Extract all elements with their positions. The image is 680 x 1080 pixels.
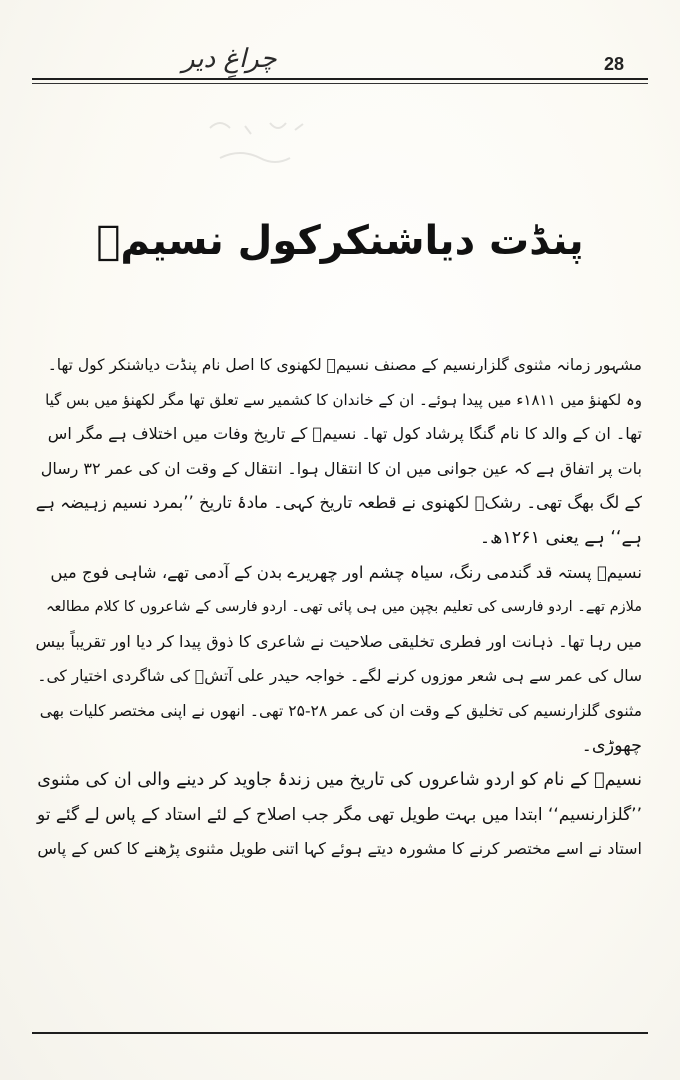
text-line: مشہور زمانہ مثنوی گلزارنسیم کے مصنف نسیمؔ لکھنوی کا اصل نام پنڈت دیاشنکر کول تھا۔ [47,356,642,374]
page-number: 28 [603,54,624,74]
chapter-title: پنڈت دیاشنکرکول نسیمؔ [96,218,584,264]
text-line: نسیمؔ کے نام کو اردو شاعروں کی تاریخ میں زندۂ جاوید کر دینے والی ان کی مثنوی [37,770,642,791]
text-line: بات پر اتفاق ہے کہ عین جوانی میں ان کا انتقال ہوا۔ انتقال کے وقت ان کی عمر ۳۲ رسال [40,458,642,478]
text-line: نسیمؔ پستہ قد گندمی رنگ، سیاہ چشم اور چھریرے بدن کے آدمی تھے، شاہی فوج میں [50,562,642,582]
text-line: کے لگ بھگ تھی۔ رشکؔ لکھنوی نے قطعہ تاریخ کہی۔ مادۂ تاریخ ’’بمرد نسیم زہیضہ ہے [35,493,642,513]
text-line: میں رہا تھا۔ ذہانت اور فطری تخلیقی صلاحیت نے شاعری کا ذوق پیدا کر دیا اور تقریباً بیس [35,631,642,651]
text-line: مثنوی گلزارنسیم کی تخلیق کے وقت ان کی عمر ۲۸-۲۵ تھی۔ انھوں نے اپنی مختصر کلیات بھی [39,701,642,720]
text-line: سال کی عمر سے ہی شعر موزوں کرنے لگے۔ خواجہ حیدر علی آتشؔ کی شاگردی اختیار کی۔ [37,667,642,686]
text-line: استاد نے اسے مختصر کرنے کا مشورہ دیتے ہوئے کہا اتنی طویل مثنوی پڑھنے کا کس کے پاس [37,839,642,859]
footer-rule [32,1032,648,1034]
header-rule-thin [32,83,648,84]
body-text [34,348,642,867]
text-line: ’’گلزارنسیم‘‘ ابتدا میں بہت طویل تھی مگر جب اصلاح کے لئے استاد کے پاس لے گئے تو [37,804,642,825]
text-line: ملازم تھے۔ اردو فارسی کی تعلیم بچپن میں ہی پائی تھی۔ اردو فارسی کے شاعروں کا کلام مطالعہ [45,599,642,616]
text-line: وہ لکھنؤ میں ۱۸۱۱ء میں پیدا ہوئے۔ ان کے خاندان کا کشمیر سے تعلق تھا مگر لکھنؤ میں بس گیا [45,390,642,409]
text-line: چھوڑی۔ [581,735,642,756]
page-header [32,42,648,84]
running-title: چراغِ دیر [182,44,277,74]
text-line: تھا۔ ان کے والد کا نام گنگا پرشاد کول تھا۔ نسیمؔ کے تاریخ وفات میں اختلاف ہے مگر اس [47,424,642,444]
show-through-marks [200,108,320,178]
text-line: ہے‘‘ ہے یعنی ۱۲۶۱ھ۔ [479,527,642,548]
header-rule [32,78,648,80]
